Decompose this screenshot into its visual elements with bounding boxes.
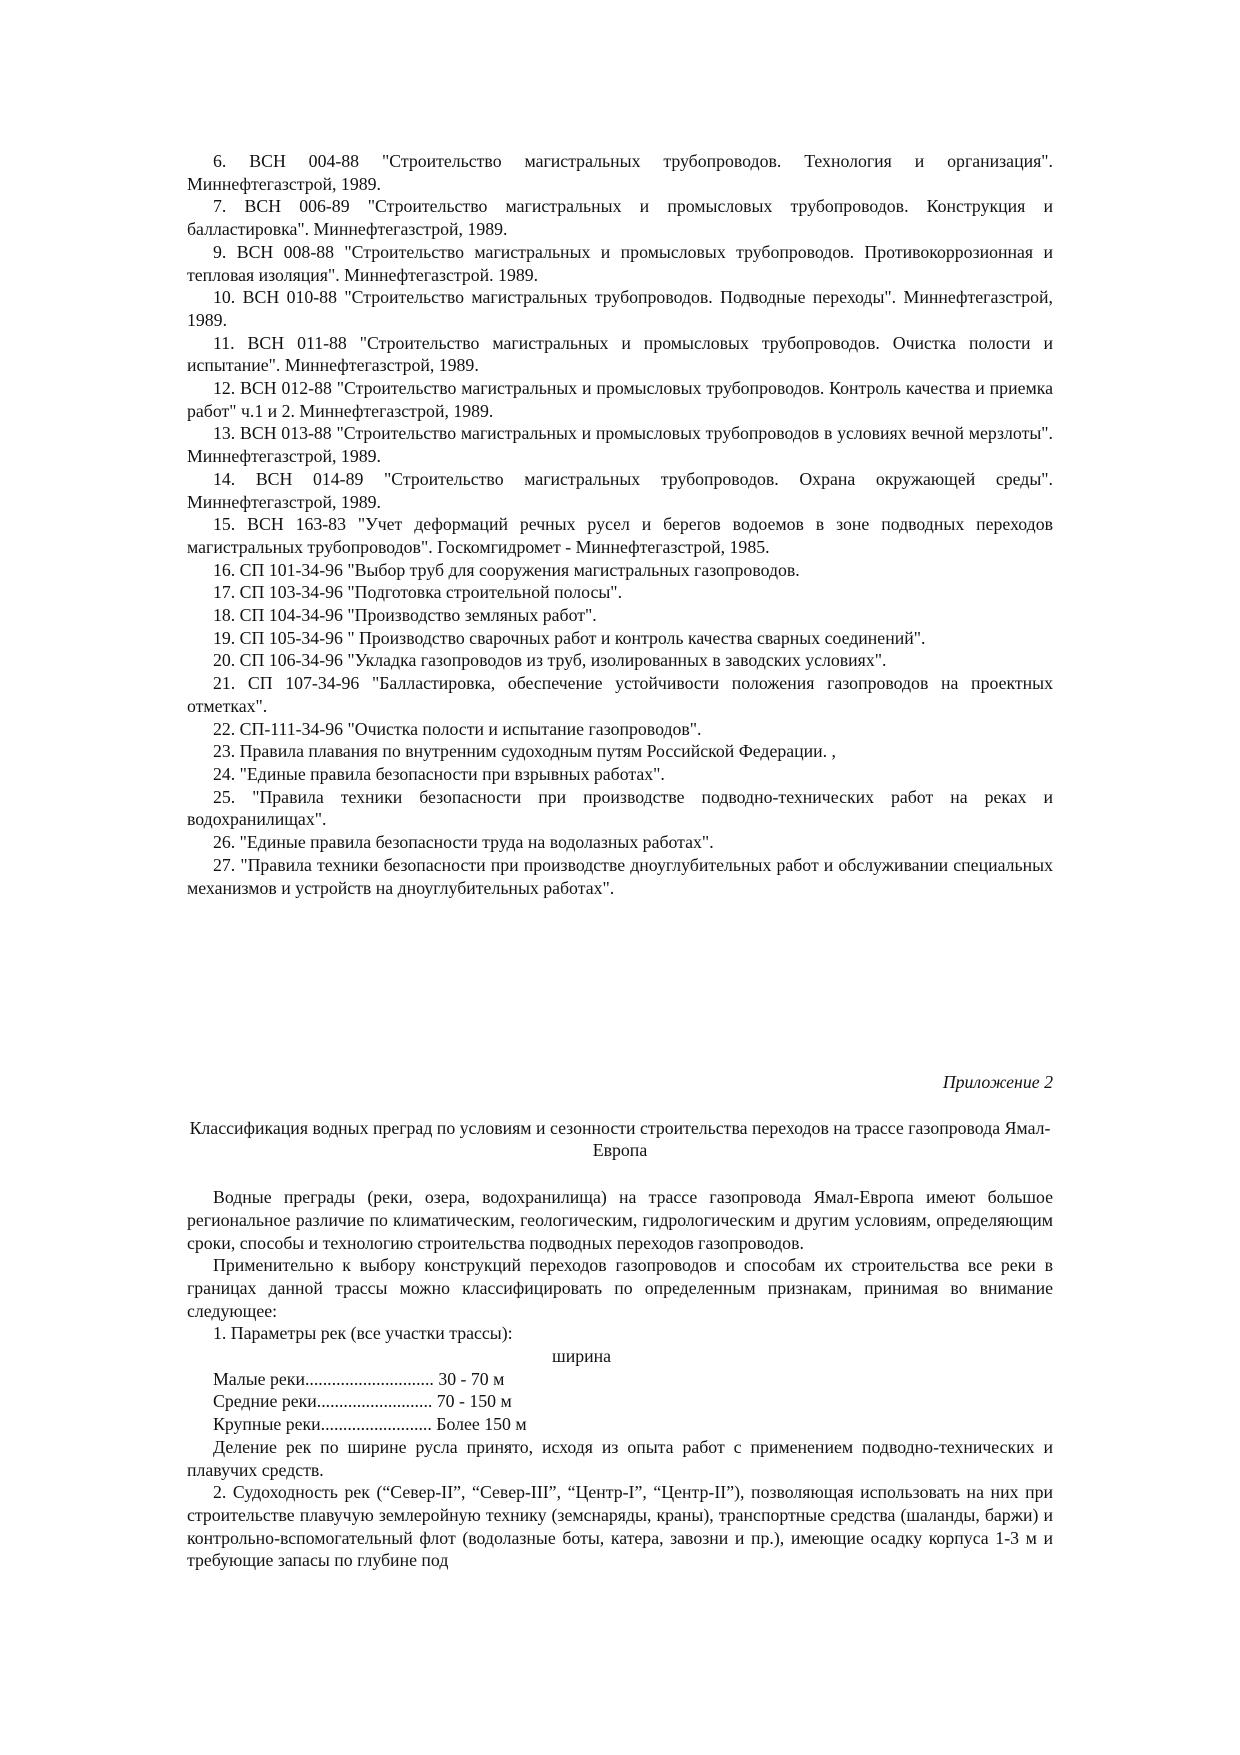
appendix-label: Приложение 2 [942,1072,1053,1092]
reference-item: 7. ВСН 006-89 "Строительство магистральных и промысловых трубопроводов. Конструкция и балластировка". Миннефтегазстрой, 1989. [187,196,1053,240]
reference-item: 10. ВСН 010-88 "Строительство магистральных трубопроводов. Подводные переходы". Миннефтегазстрой, 1989. [187,287,1053,330]
body-paragraph: Деление рек по ширине русла принято, исходя из опыта работ с применением подводно-технических и плавучих средств. [187,1436,1053,1480]
reference-item: 23. Правила плавания по внутренним судоходным путям Российской Федерации. , [213,741,837,762]
body-paragraph: Применительно к выбору конструкций переходов газопроводов и способам их строительства все реки в границах данной трассы можно классифицировать по определенным признакам, принимая во внимание следующее: [187,1255,1053,1321]
reference-item: 17. СП 103-34-96 "Подготовка строительной полосы". [213,582,623,603]
width-column-header: ширина [552,1346,612,1367]
body-paragraph: 2. Судоходность рек (“Север-II”, “Север-III”, “Центр-I”, “Центр-II”), позволяющая использовать на них при строительстве плавучую землеройную технику (земснаряды, краны), транспортные средства (шаланды, баржи) и контрольно-вспомогательный флот (водолазные боты, катера, завозни и пр.), имеющие осадку корпуса 1-3 м и требующие запасы по глубине под [187,1482,1053,1571]
reference-item: 18. СП 104-34-96 "Производство земляных работ". [213,605,597,626]
reference-item: 6. ВСН 004-88 "Строительство магистральных трубопроводов. Технология и организация". Миннефтегазстрой, 1989. [187,151,1053,194]
appendix-title: Классификация водных преград по условиям и сезонности строительства переходов на трассе газопровода Ямал-Европа [189,1117,1051,1161]
reference-item: 16. СП 101-34-96 "Выбор труб для сооружения магистральных газопроводов. [213,559,800,580]
reference-item: 20. СП 106-34-96 "Укладка газопроводов из труб, изолированных в заводских условиях". [213,650,887,671]
reference-item: 11. ВСН 011-88 "Строительство магистральных и промысловых трубопроводов. Очистка полости и испытание". Миннефтегазстрой, 1989. [187,332,1053,376]
reference-item: 15. ВСН 163-83 "Учет деформаций речных русел и берегов водоемов в зоне подводных переходов магистральных трубопроводов". Госкомгидромет - Миннефтегазстрой, 1985. [187,514,1053,557]
body-paragraph: Водные преграды (реки, озера, водохранилища) на трассе газопровода Ямал-Европа имеют большое региональное различие по климатическим, геологическим, гидрологическим и другим условиям, определяющим сроки, способы и технологию строительства подводных переходов газопроводов. [187,1187,1053,1253]
reference-item: 14. ВСН 014-89 "Строительство магистральных трубопроводов. Охрана окружающей среды". Миннефтегазстрой, 1989. [187,468,1053,512]
reference-item: 22. СП-111-34-96 "Очистка полости и испытание газопроводов". [213,718,702,739]
appendix-section [187,1071,1053,1572]
river-size-row: Крупные реки......................... Более 150 м [213,1414,527,1435]
reference-item: 24. "Единые правила безопасности при взрывных работах". [213,763,665,784]
river-size-row: Средние реки.......................... 70 - 150 м [213,1391,512,1412]
list-heading: 1. Параметры рек (все участки трассы): [213,1323,513,1344]
reference-item: 13. ВСН 013-88 "Строительство магистральных и промысловых трубопроводов в условиях вечной мерзлоты". Миннефтегазстрой, 1989. [187,423,1053,467]
river-size-row: Малые реки............................. 30 - 70 м [213,1368,505,1389]
reference-item: 27. "Правила техники безопасности при производстве дноуглубительных работ и обслуживании специальных механизмов и устройств на дноуглубительных работах". [187,854,1053,898]
reference-item: 26. "Единые правила безопасности труда на водолазных работах". [213,832,714,853]
reference-item: 12. ВСН 012-88 "Строительство магистральных и промысловых трубопроводов. Контроль качества и приемка работ" ч.1 и 2. Миннефтегазстрой, 1989. [187,378,1053,421]
reference-item: 19. СП 105-34-96 " Производство сварочных работ и контроль качества сварных соединений". [213,627,926,648]
reference-item: 21. СП 107-34-96 "Балластировка, обеспечение устойчивости положения газопроводов на проектных отметках". [187,673,1053,716]
reference-item: 9. ВСН 008-88 "Строительство магистральных и промысловых трубопроводов. Противокоррозионная и тепловая изоляция". Миннефтегазстрой. 1989. [187,241,1053,285]
references-list [187,150,1053,899]
reference-item: 25. "Правила техники безопасности при производстве подводно-технических работ на реках и водохранилищах". [187,786,1053,830]
